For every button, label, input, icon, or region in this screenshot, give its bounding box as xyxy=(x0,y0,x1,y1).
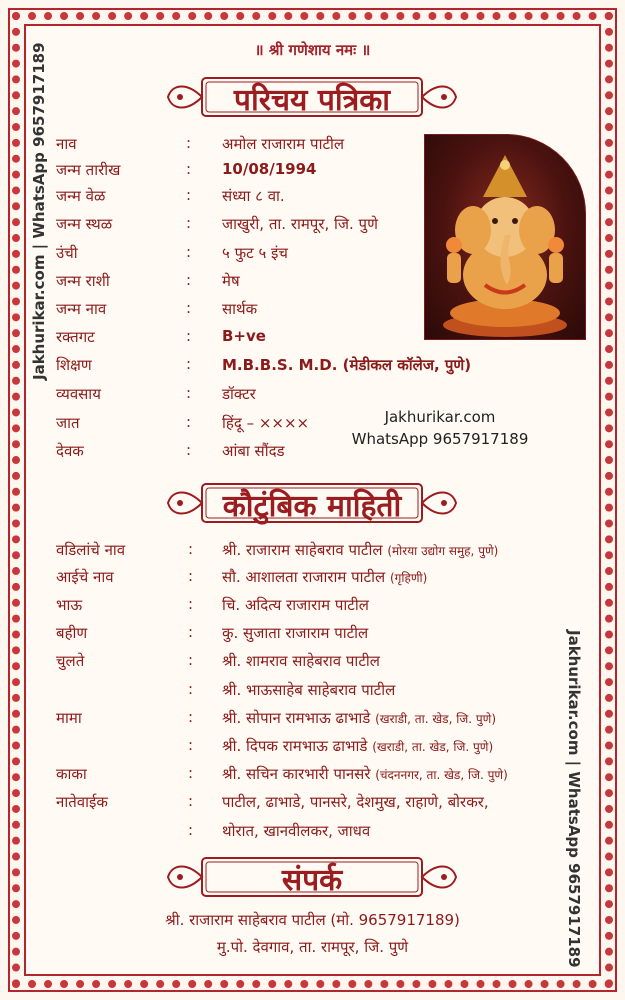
separator: : xyxy=(188,708,194,726)
family-row xyxy=(0,708,625,734)
family-label: वडिलांचे नाव xyxy=(56,541,126,559)
family-value xyxy=(222,595,369,615)
contact-title: संपर्क xyxy=(281,863,343,898)
separator: : xyxy=(186,299,192,317)
personal-value: M.B.B.S. M.D. (मेडीकल कॉलेज, पुणे) xyxy=(222,356,472,374)
side-watermark-left: Jakhurikar.com | WhatsApp 9657917189 xyxy=(30,42,48,380)
family-value xyxy=(222,708,496,728)
relative-name: चि. अदित्य राजाराम पाटील xyxy=(222,596,369,614)
family-label: मामा xyxy=(56,709,82,727)
separator: : xyxy=(188,792,194,810)
personal-value: संध्या ८ वा. xyxy=(222,187,285,205)
side-watermark-right: Jakhurikar.com | WhatsApp 9657917189 xyxy=(565,630,583,968)
relative-name: श्री. दिपक रामभाऊ ढाभाडे xyxy=(222,737,368,755)
personal-value: हिंदू – ×××× xyxy=(222,414,310,432)
center-watermark-site: Jakhurikar.com xyxy=(384,408,496,426)
family-row xyxy=(0,595,625,621)
family-value xyxy=(222,567,427,587)
personal-label: उंची xyxy=(56,244,78,262)
relative-name: थोरात, खानवीलकर, जाधव xyxy=(222,822,371,840)
personal-label: जन्म स्थळ xyxy=(56,215,113,233)
personal-value: अमोल राजाराम पाटील xyxy=(222,135,345,153)
personal-label: जात xyxy=(56,414,80,432)
personal-value: सार्थक xyxy=(222,300,258,318)
personal-label: देवक xyxy=(56,442,84,460)
family-label: बहीण xyxy=(56,624,88,642)
relative-note: (खराडी, ता. खेड, जि. पुणे) xyxy=(375,712,497,726)
personal-value: 10/08/1994 xyxy=(222,160,317,178)
personal-label: जन्म राशी xyxy=(56,272,110,290)
relative-note: (गृहिणी) xyxy=(389,571,428,585)
family-label: आईचे नाव xyxy=(56,568,114,586)
separator: : xyxy=(188,595,194,613)
separator: : xyxy=(186,327,192,345)
relative-name: श्री. राजाराम साहेबराव पाटील xyxy=(222,541,383,559)
relative-note: (मोरया उद्योग समुह, पुणे) xyxy=(387,544,499,558)
personal-value: मेष xyxy=(222,272,240,290)
separator: : xyxy=(186,355,192,373)
relative-name: श्री. सचिन कारभारी पानसरे xyxy=(222,765,371,783)
personal-label: व्यवसाय xyxy=(56,385,101,403)
family-title: कौटुंबिक माहिती xyxy=(222,489,402,524)
family-value xyxy=(222,736,493,756)
separator: : xyxy=(186,271,192,289)
personal-value: डॉक्टर xyxy=(222,385,256,403)
personal-label: जन्म तारीख xyxy=(56,161,121,179)
separator: : xyxy=(186,186,192,204)
separator: : xyxy=(186,214,192,232)
personal-value: ५ फुट ५ इंच xyxy=(222,244,288,262)
contact-address: मु.पो. देवगाव, ता. रामपूर, जि. पुणे xyxy=(216,938,409,956)
family-row xyxy=(0,623,625,649)
relative-name: सौ. आशालता राजाराम पाटील xyxy=(222,568,386,586)
family-title-banner xyxy=(162,478,462,528)
contact-title-banner xyxy=(162,852,462,902)
separator: : xyxy=(186,243,192,261)
relative-name: श्री. भाऊसाहेब साहेबराव पाटील xyxy=(222,681,396,699)
family-label: चुलते xyxy=(56,652,85,670)
invocation-mantra: ॥ श्री गणेशाय नमः ॥ xyxy=(254,41,371,59)
personal-label: नाव xyxy=(56,135,77,153)
family-value xyxy=(222,680,395,700)
family-value xyxy=(222,540,498,560)
personal-row xyxy=(0,355,625,381)
separator: : xyxy=(188,567,194,585)
relative-name: श्री. सोपान रामभाऊ ढाभाडे xyxy=(222,709,371,727)
family-row xyxy=(0,567,625,593)
family-row xyxy=(0,821,625,847)
separator: : xyxy=(188,764,194,782)
personal-value: जाखुरी, ता. रामपूर, जि. पुणे xyxy=(222,215,378,233)
personal-label: रक्तगट xyxy=(56,328,95,346)
separator: : xyxy=(188,736,194,754)
family-row xyxy=(0,651,625,677)
relative-name: श्री. शामराव साहेबराव पाटील xyxy=(222,652,380,670)
family-value xyxy=(222,792,489,812)
separator: : xyxy=(186,160,192,178)
separator: : xyxy=(188,680,194,698)
intro-title: परिचय पत्रिका xyxy=(233,83,391,118)
separator: : xyxy=(188,540,194,558)
separator: : xyxy=(188,623,194,641)
separator: : xyxy=(186,384,192,402)
contact-name-phone: श्री. राजाराम साहेबराव पाटील (मो. 9657917189) xyxy=(165,911,460,929)
relative-name: कु. सुजाता राजाराम पाटील xyxy=(222,624,369,642)
separator: : xyxy=(188,651,194,669)
family-row xyxy=(0,680,625,706)
personal-value: B+ve xyxy=(222,327,266,345)
center-watermark-whatsapp: WhatsApp 9657917189 xyxy=(351,430,529,448)
family-row xyxy=(0,764,625,790)
ganesha-image xyxy=(424,134,586,340)
family-value xyxy=(222,821,370,841)
ganesha-idol-icon xyxy=(425,135,585,339)
separator: : xyxy=(186,413,192,431)
family-label: नातेवाईक xyxy=(56,793,108,811)
relative-name: पाटील, ढाभाडे, पानसरे, देशमुख, राहाणे, बोरकर, xyxy=(222,793,489,811)
separator: : xyxy=(188,821,194,839)
personal-label: जन्म वेळ xyxy=(56,187,106,205)
family-value xyxy=(222,764,508,784)
family-row xyxy=(0,540,625,566)
family-value xyxy=(222,651,380,671)
intro-title-banner xyxy=(162,72,462,122)
relative-note: (चंदननगर, ता. खेड, जि. पुणे) xyxy=(375,768,508,782)
separator: : xyxy=(186,134,192,152)
family-value xyxy=(222,623,368,643)
personal-label: जन्म नाव xyxy=(56,300,107,318)
family-label: काका xyxy=(56,765,87,783)
relative-note: (खराडी, ता. खेड, जि. पुणे) xyxy=(372,740,494,754)
personal-label: शिक्षण xyxy=(56,356,92,374)
separator: : xyxy=(186,441,192,459)
personal-value: आंबा सौंदड xyxy=(222,442,285,460)
family-row xyxy=(0,736,625,762)
family-label: भाऊ xyxy=(56,596,83,614)
personal-row xyxy=(0,384,625,410)
family-row xyxy=(0,792,625,818)
